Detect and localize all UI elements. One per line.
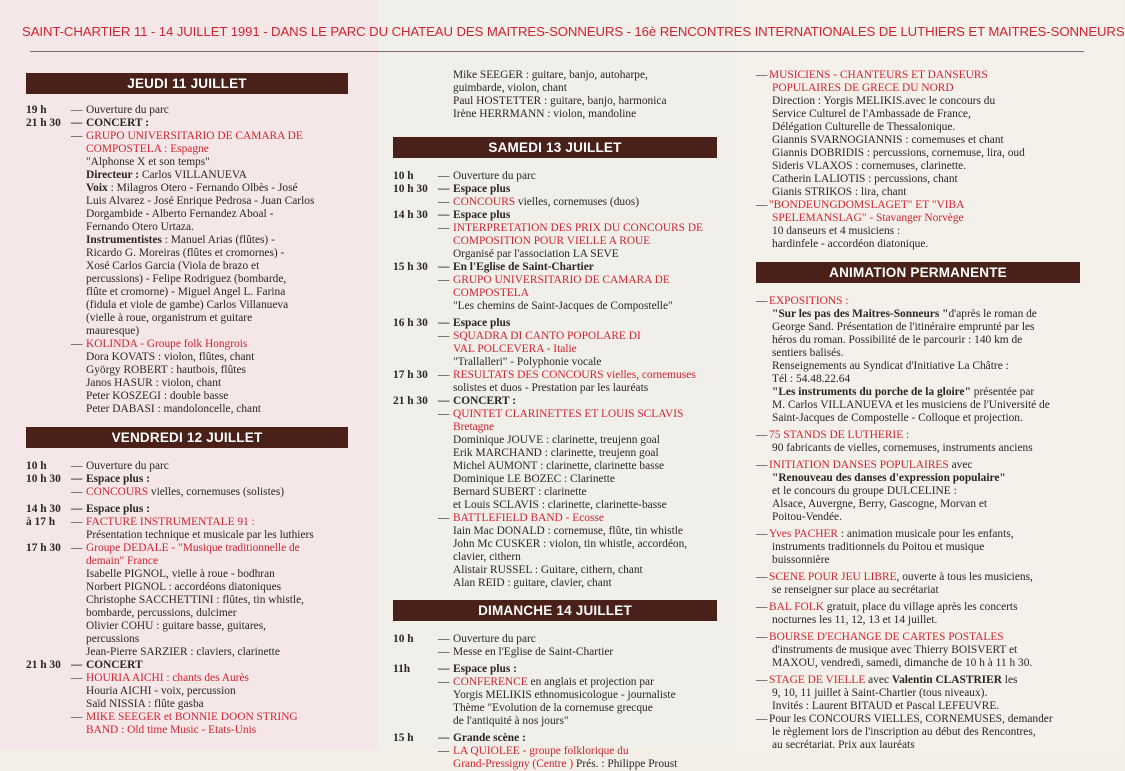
schedule-row: 19 h — Ouverture du parc [26, 104, 169, 116]
event-entry: — CONCOURS vielles, cornemuses (solistes) [71, 486, 285, 498]
schedule-row: à 17 h — FACTURE INSTRUMENTALE 91 : [26, 516, 255, 528]
schedule-row: 16 h 30 — Espace plus [393, 317, 511, 329]
event-entry: — INTERPRETATION DES PRIX DU CONCOURS DE [438, 222, 704, 234]
schedule-row: 14 h 30 — Espace plus : [26, 503, 150, 515]
event-entry: — EXPOSITIONS : [756, 295, 849, 307]
day-header-samedi: SAMEDI 13 JUILLET [393, 137, 717, 158]
event-entry: — GRUPO UNIVERSITARIO DE CAMARA DE [438, 274, 670, 286]
day-header-dimanche: DIMANCHE 14 JUILLET [393, 600, 717, 621]
schedule-row: 10 h 30 — Espace plus [393, 183, 511, 195]
column-middle: Mike SEEGER : guitare, banjo, autoharpe, guimbarde, violon, chant Paul HOSTETTER : guitare, banjo, harmonica Irène HERRMANN : violon, mandoline SAMEDI 13 JUILLET 10 h — Ouverture du parc 10 h 30 — Espace plus — CONCOURS vielles, cornemuses (duos) 14 h 30 — Espace plus — INTERPRETATION DES PRIX DU CONCOURS DE COMPOSITION POUR VIELLE A ROUE Organisé par l'association LA SEVE 15 h 30 — En l'Eglise de Saint-Chartier — GRUPO UNIVERSITARIO DE CAMARA DE COMPOSTELA "Les chemins de Saint-Jacques de Compostelle" 16 h 30 — Espace plus — SQUADRA DI CANTO POPOLARE DI VAL POLCEVERA - Italie "Trallalleri" - Polyphonie vocale 17 h 30 — RESULTATS DES CONCOURS vielles, cornemuses solistes et duos - Prestation par les lauréats 21 h 30 — CONCERT : — QUINTET CLARINETTES ET LOUIS SCLAVIS Bretagne Dominique JOUVE : clarinette, treujenn goal Erik MARCHAND : clarinette, treujenn goal Michel AUMONT : clarinette, clarinette basse Dominique LE BOZEC : Clarinette Bernard SUBERT : clarinette et Louis SCLAVIS : clarinette, clarinette-basse — BATTLEFIELD BAND - Ecosse Iain Mac DONALD : cornemuse, flûte, tin whistle John Mc CUSKER : violon, tin whistle, accordéon, clavier, cithern Alistair RUSSEL : Guitare, cithern, chant Alan REID : guitare, clavier, chant DIMANCHE 14 JUILLET 10 h — Ouverture du parc — Messe en l'Eglise de Saint-Chartier 11h — Espace plus : — CONFERENCE en anglais et projection par Yorgis MELIKIS ethnomusicologue - journaliste Thème "Evolution de la cornemuse grecque de l'antiquité à nos jours" 15 h — Grande scène : — LA QUIOLEE - groupe folklorique du Grand-Pressigny (Centre ) Prés. : Philippe Proust [393, 69, 717, 771]
event-entry: — STAGE DE VIELLE avec Valentin CLASTRIER les [756, 674, 1018, 686]
event-entry: — "BONDEUNGDOMSLAGET" ET "VIBA [756, 199, 965, 211]
event-entry: — LA QUIOLEE - groupe folklorique du [438, 745, 629, 757]
schedule-row: 15 h 30 — En l'Eglise de Saint-Chartier [393, 261, 594, 273]
event-entry: — SQUADRA DI CANTO POPOLARE DI [438, 330, 641, 342]
day-header-jeudi: JEUDI 11 JUILLET [26, 73, 348, 94]
event-entry: — MIKE SEEGER et BONNIE DOON STRING [71, 711, 298, 723]
section-header-animation: ANIMATION PERMANENTE [756, 262, 1080, 283]
event-entry: — CONCOURS vielles, cornemuses (duos) [438, 196, 640, 208]
event-entry: — CONFERENCE en anglais et projection par [438, 676, 654, 688]
schedule-row: 17 h 30 — Groupe DEDALE - "Musique traditionnelle de [26, 542, 300, 554]
event-entry: — INITIATION DANSES POPULAIRES avec [756, 459, 973, 471]
schedule-row: 10 h — Ouverture du parc [393, 633, 536, 645]
event-entry: — KOLINDA - Groupe folk Hongrois [71, 338, 248, 350]
event-entry: — BAL FOLK gratuit, place du village après les concerts [756, 601, 1018, 613]
day-header-vendredi: VENDREDI 12 JUILLET [26, 427, 348, 448]
schedule-row: 15 h — Grande scène : [393, 732, 526, 744]
schedule-row: 10 h — Ouverture du parc [26, 460, 169, 472]
schedule-row: 10 h — Ouverture du parc [393, 170, 536, 182]
schedule-row: 21 h 30 — CONCERT : [393, 395, 516, 407]
column-left: JEUDI 11 JUILLET 19 h — Ouverture du parc 21 h 30 — CONCERT : — GRUPO UNIVERSITARIO DE CAMARA DE COMPOSTELA : Espagne "Alphonse X et son temps" Directeur : Carlos VILLANUEVA Voix : Milagros Otero - Fernando Olbès - José Luis Alvarez - José Enrique Pedrosa - Juan Carlos Dorgambide - Alberto Fernandez Aboal - Fernando Otero Urtaza. Instrumentistes : Manuel Arias (flûtes) - Ricardo G. Moreiras (flûtes et cromornes) - Xosé Carlos Garcia (Viola de brazo et percussions) - Felipe Rodriguez (bombarde, flûte et cromorne) - Miguel Angel L. Farina (fidula et viole de gambe) Carlos Villanueva (vielle à roue, organistrum et guitare mauresque) — KOLINDA - Groupe folk Hongrois Dora KOVATS : violon, flûtes, chant György ROBERT : hautbois, flûtes Janos HASUR : violon, chant Peter KOSZEGI : double basse Peter DABASI : mandoloncelle, chant VENDREDI 12 JUILLET 10 h — Ouverture du parc 10 h 30 — Espace plus : — CONCOURS vielles, cornemuses (solistes) 14 h 30 — Espace plus : à 17 h — FACTURE INSTRUMENTALE 91 : Présentation technique et musicale par les luthiers 17 h 30 — Groupe DEDALE - "Musique traditionnelle de demain" France Isabelle PIGNOL, vielle à roue - bodhran Norbert PIGNOL : accordéons diatoniques Christophe SACCHETTINI : flûtes, tin whistle, bombarde, percussions, dulcimer Olivier COHU : guitare basse, guitares, percussions Jean-Pierre SARZIER : claviers, clarinette 21 h 30 — CONCERT — HOURIA AICHI : chants des Aurès Houria AICHI - voix, percussion Saïd NISSIA : flûte gasba — MIKE SEEGER et BONNIE DOON STRING BAND : Old time Music - Etats-Unis [26, 73, 348, 737]
schedule-row: 10 h 30 — Espace plus : [26, 473, 150, 485]
header-rule [30, 51, 1084, 52]
schedule-row: 21 h 30 — CONCERT [26, 659, 143, 671]
page-header: SAINT-CHARTIER 11 - 14 JUILLET 1991 - DANS LE PARC DU CHATEAU DES MAITRES-SONNEURS - 16è RENCONTRES INTERNATIONALES DE LUTHIERS ET MAITRES-SONNEURS [22, 24, 1125, 39]
event-entry: — GRUPO UNIVERSITARIO DE CAMARA DE [71, 130, 303, 142]
event-entry: — MUSICIENS - CHANTEURS ET DANSEURS [756, 69, 988, 81]
schedule-row: 11h — Espace plus : [393, 663, 517, 675]
event-entry: — BOURSE D'ECHANGE DE CARTES POSTALES [756, 631, 1004, 643]
event-entry: — Messe en l'Eglise de Saint-Chartier [438, 646, 614, 658]
event-entry: — QUINTET CLARINETTES ET LOUIS SCLAVIS [438, 408, 684, 420]
event-entry: — BATTLEFIELD BAND - Ecosse [438, 512, 604, 524]
schedule-row: 17 h 30 — RESULTATS DES CONCOURS vielles, cornemuses [393, 369, 696, 381]
event-entry: — HOURIA AICHI : chants des Aurès [71, 672, 249, 684]
event-entry: — Pour les CONCOURS VIELLES, CORNEMUSES, demander [756, 713, 1053, 725]
event-entry: — Yves PACHER : animation musicale pour les enfants, [756, 528, 1014, 540]
schedule-row: 21 h 30 — CONCERT : [26, 117, 149, 129]
column-right: — MUSICIENS - CHANTEURS ET DANSEURS POPULAIRES DE GRECE DU NORD Direction : Yorgis MELIKIS.avec le concours du Service Culturel de l'Ambassade de France, Délégation Culturelle de Thessalonique. Giannis SVARNOGIANNIS : cornemuses et chant Giannis DOBRIDIS : percussions, cornemuse, lira, oud Sideris VLAXOS : cornemuses, clarinette. Catherin LALIOTIS : percussions, chant Gianis STRIKOS : lira, chant — "BONDEUNGDOMSLAGET" ET "VIBA SPELEMANSLAG" - Stavanger Norvège 10 danseurs et 4 musiciens : hardinfele - accordéon diatonique. ANIMATION PERMANENTE — EXPOSITIONS : "Sur les pas des Maitres-Sonneurs "d'après le roman de George Sand. Présentation de l'itinéraire emprunté par les héros du roman. Possibilité de le parcourir : 140 km de sentiers balisés. Renseignements au Syndicat d'Initiative La Châtre : Tél : 54.48.22.64 "Les instruments du porche de la gloire" présentée par M. Carlos VILLANUEVA et les musiciens de l'Université de Saint-Jacques de Compostelle - Colloque et projection. — 75 STANDS DE LUTHERIE : 90 fabricants de vielles, cornemuses, instruments anciens — INITIATION DANSES POPULAIRES avec "Renouveau des danses d'expression populaire" et le concours du groupe DULCELINE : Alsace, Auvergne, Berry, Gascogne, Morvan et Poitou-Vendée. — Yves PACHER : animation musicale pour les enfants, instruments traditionnels du Poitou et musique buissonnière — SCENE POUR JEU LIBRE, ouverte à tous les musiciens, se renseigner sur place au secrétariat — BAL FOLK gratuit, place du village après les concerts nocturnes les 11, 12, 13 et 14 juillet. — BOURSE D'ECHANGE DE CARTES POSTALES d'instruments de musique avec Thierry BOISVERT et MAXOU, vendredi, samedi, dimanche de 10 h à 11 h 30. — STAGE DE VIELLE avec Valentin CLASTRIER les 9, 10, 11 juillet à Saint-Chartier (tous niveaux). Invités : Laurent BITAUD et Pascal LEFEUVRE. — Pour les CONCOURS VIELLES, CORNEMUSES, demander le règlement lors de l'inscription au début des Rencontres, au secrétariat. Prix aux lauréats [756, 69, 1080, 752]
schedule-row: 14 h 30 — Espace plus [393, 209, 511, 221]
event-entry: — SCENE POUR JEU LIBRE, ouverte à tous les musiciens, [756, 571, 1033, 583]
event-entry: — 75 STANDS DE LUTHERIE : [756, 429, 910, 441]
